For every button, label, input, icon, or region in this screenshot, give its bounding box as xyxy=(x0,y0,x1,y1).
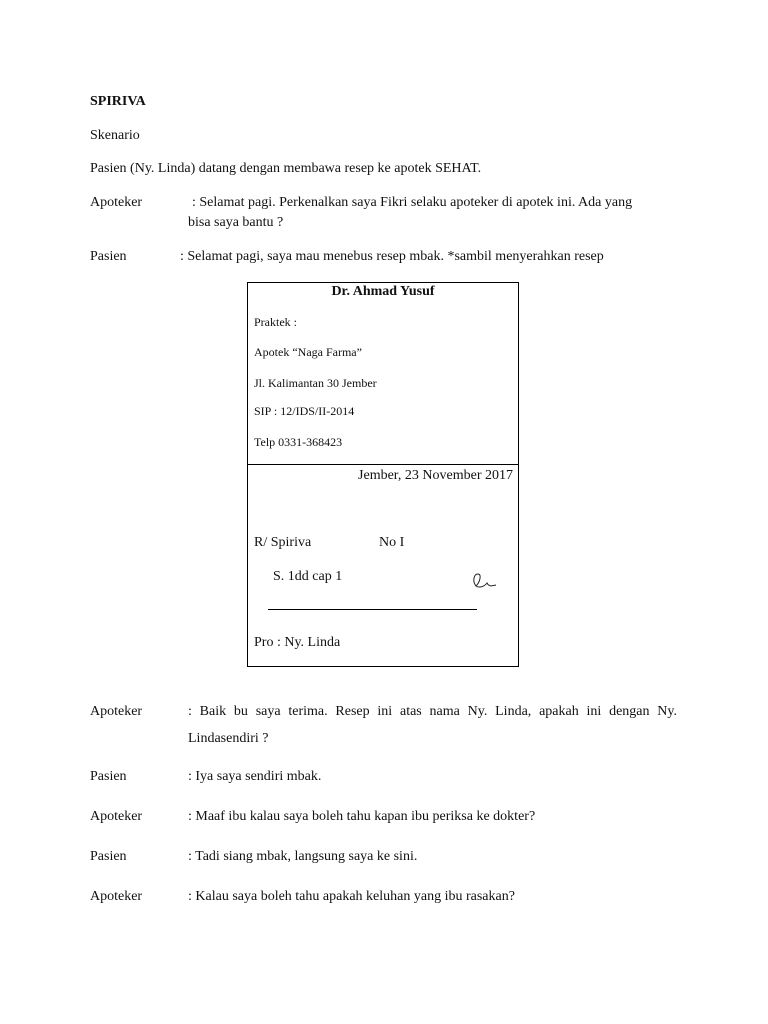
prescription-date: Jember, 23 November 2017 xyxy=(358,468,513,483)
dialog-line: : Selamat pagi, saya mau menebus resep mbak. *sambil menyerahkan resep xyxy=(180,249,604,264)
dialog-speaker: Apoteker xyxy=(90,704,143,719)
signature-line xyxy=(268,609,477,610)
dialog-line-continuation: Lindasendiri ? xyxy=(188,731,269,746)
rx-patient: Pro : Ny. Linda xyxy=(254,635,341,650)
doctor-sip: SIP : 12/IDS/II-2014 xyxy=(254,404,355,418)
dialog-line: : Tadi siang mbak, langsung saya ke sini. xyxy=(188,849,418,864)
rx-item: R/ Spiriva xyxy=(254,535,312,550)
dialog-speaker: Apoteker xyxy=(90,195,143,210)
dialog-line: : Baik bu saya terima. Resep ini atas nama Ny. Linda, apakah ini dengan Ny. xyxy=(188,704,677,719)
doctor-phone: Telp 0331-368423 xyxy=(254,435,343,449)
section-label: Skenario xyxy=(90,128,140,143)
document-title: SPIRIVA xyxy=(90,94,146,109)
rx-signa: S. 1dd cap 1 xyxy=(273,569,343,584)
dialog-speaker: Pasien xyxy=(90,769,127,784)
prescription-card xyxy=(247,282,519,667)
dialog-line: : Iya saya sendiri mbak. xyxy=(188,769,322,784)
dialog-line: : Maaf ibu kalau saya boleh tahu kapan ibu periksa ke dokter? xyxy=(188,809,536,824)
dialog-speaker: Apoteker xyxy=(90,889,143,904)
rx-quantity: No I xyxy=(379,535,405,550)
paraf-signature xyxy=(470,571,498,593)
dialog-speaker: Apoteker xyxy=(90,809,143,824)
dialog-speaker: Pasien xyxy=(90,249,127,264)
practice-name: Apotek “Naga Farma” xyxy=(254,345,362,359)
dialog-speaker: Pasien xyxy=(90,849,127,864)
dialog-line-continuation: bisa saya bantu ? xyxy=(188,215,284,230)
practice-label: Praktek : xyxy=(254,315,297,329)
dialog-line: : Kalau saya boleh tahu apakah keluhan yang ibu rasakan? xyxy=(188,889,515,904)
prescription-divider xyxy=(248,464,518,465)
intro-paragraph: Pasien (Ny. Linda) datang dengan membawa resep ke apotek SEHAT. xyxy=(90,161,482,176)
practice-address: Jl. Kalimantan 30 Jember xyxy=(254,376,377,390)
doctor-name: Dr. Ahmad Yusuf xyxy=(331,284,435,299)
dialog-line: : Selamat pagi. Perkenalkan saya Fikri selaku apoteker di apotek ini. Ada yang xyxy=(192,195,633,210)
